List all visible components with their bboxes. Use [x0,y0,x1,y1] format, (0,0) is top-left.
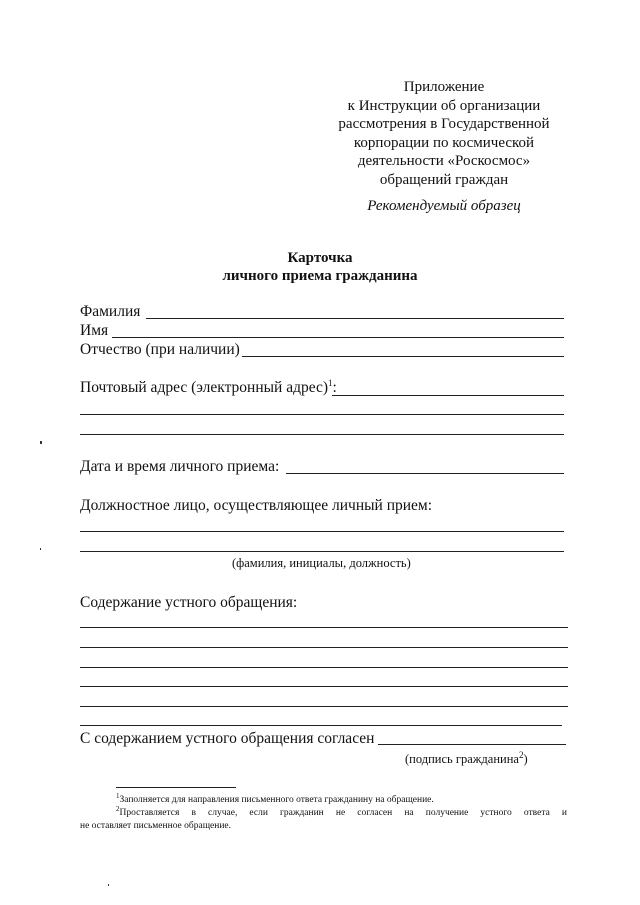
appendix-header [330,78,558,189]
footnote-2-continuation: не оставляет письменное обращение. [80,821,231,831]
official-label: Должностное лицо, осуществляющее личный прием: [80,497,433,514]
signature-caption [405,749,528,767]
appeal-line-4[interactable] [80,686,568,687]
footnote-ref-1: 1 [328,377,333,388]
appendix-line-6: обращений граждан [379,171,509,188]
official-line-1[interactable] [80,531,564,532]
card-subtitle: личного приема гражданина [222,268,418,284]
name-label: Имя [80,322,109,339]
scan-speck [40,441,42,444]
appendix-line-4: корпорации по космической [353,134,535,151]
card-title: Карточка [287,250,353,266]
recommended-sample-label: Рекомендуемый образец [367,198,521,214]
postal-address-line-2[interactable] [80,414,564,415]
official-line-2[interactable] [80,551,564,552]
postal-address-text: Почтовый адрес (электронный адрес) [80,379,329,396]
postal-address-label [80,379,337,397]
appendix-line-3: рассмотрения в Государственной [338,116,550,132]
patronymic-line[interactable] [242,356,564,357]
name-line[interactable] [112,337,564,338]
datetime-label: Дата и время личного приема: [80,458,280,475]
footnote-2-mark: 2 [116,804,120,813]
appeal-line-5[interactable] [80,706,568,707]
datetime-line[interactable] [286,473,564,474]
footnote-separator [116,787,236,788]
appendix-line-1: Приложение [403,79,485,95]
postal-address-colon: : [332,379,337,396]
postal-address-line[interactable] [332,395,564,396]
surname-line[interactable] [146,318,564,319]
agreement-label: С содержанием устного обращения согласен [80,730,375,747]
postal-address-line-3[interactable] [80,434,564,435]
footnote-1-mark: 1 [116,791,120,800]
footnote-2 [116,804,567,819]
signature-line[interactable] [378,744,566,745]
appeal-line-2[interactable] [80,647,568,648]
scan-speck [40,548,41,550]
appeal-content-label: Содержание устного обращения: [80,594,298,611]
footnote-1-text: Заполняется для направления письменного ответа гражданину на обращение. [119,795,434,805]
official-caption: (фамилия, инициалы, должность) [232,556,411,570]
surname-label: Фамилия [80,303,141,320]
signature-caption-text: (подпись гражданина [405,752,519,766]
appendix-line-5: деятельности «Роскосмос» [357,153,531,169]
appeal-line-1[interactable] [80,627,568,628]
footnote-ref-2: 2 [518,749,524,760]
appendix-line-2: к Инструкции об организации [347,97,541,114]
signature-caption-close: ) [523,752,528,766]
appeal-line-6[interactable] [80,725,562,726]
footnote-2-text: Проставляется в случае, если гражданин не согласен на получение устного ответа и [119,808,567,818]
scan-speck [108,884,109,886]
footnote-1 [116,791,434,806]
patronymic-label: Отчество (при наличии) [80,341,240,358]
appeal-line-3[interactable] [80,667,568,668]
